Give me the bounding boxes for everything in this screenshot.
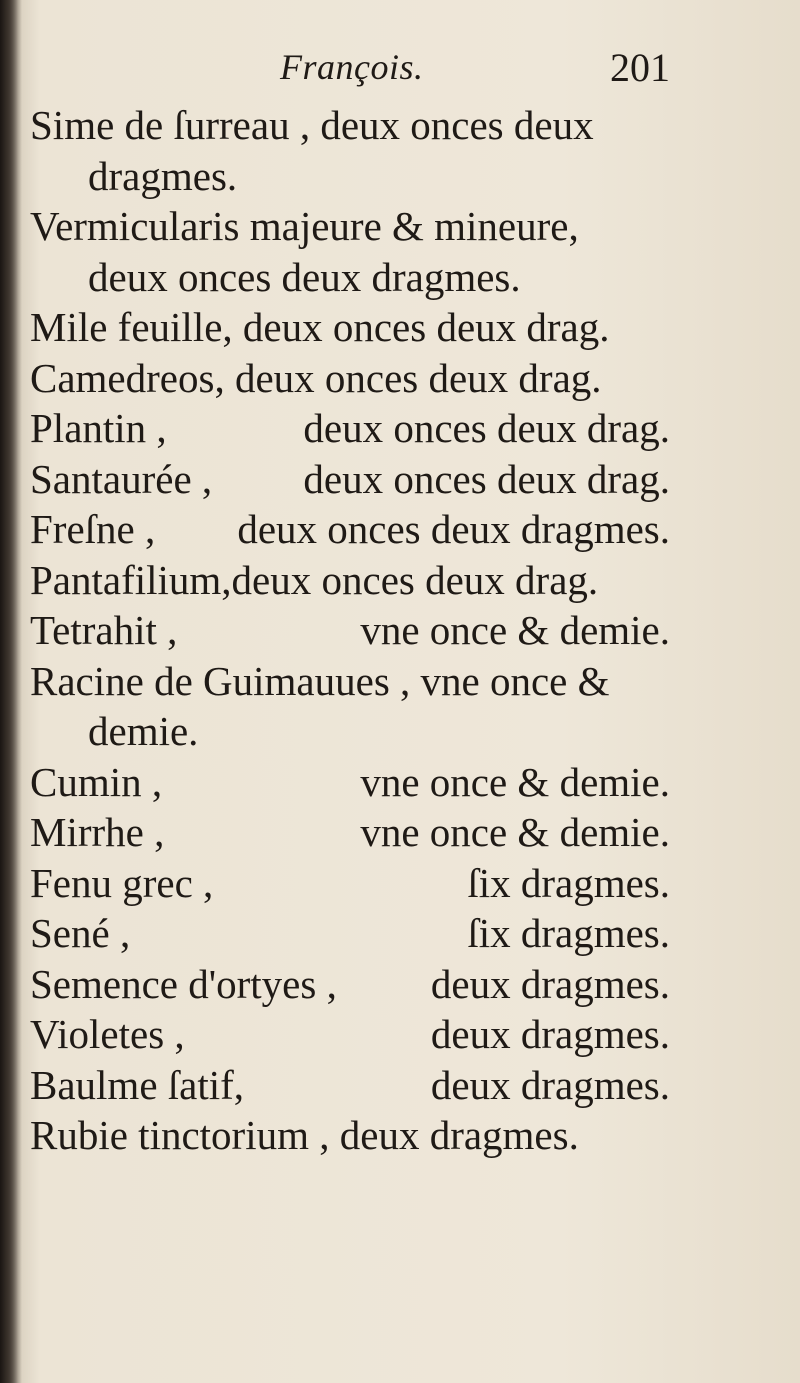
ingredient-quantity: deux onces deux drag.: [303, 405, 670, 451]
ingredient-text: Baulme ſatif,: [30, 1061, 245, 1108]
ingredient-text: Mile feuille, deux onces deux drag.: [30, 304, 610, 350]
ingredient-line: [30, 454, 670, 505]
ingredient-line: [30, 151, 670, 202]
ingredient-text: demie.: [88, 708, 199, 754]
ingredient-text: Violetes ,: [30, 1011, 185, 1057]
ingredient-quantity: deux dragmes.: [430, 1011, 670, 1057]
ingredient-text: Sené ,: [30, 910, 131, 956]
ingredient-quantity: vne once & demie.: [360, 607, 670, 653]
ingredient-quantity: ſix dragmes.: [467, 859, 670, 906]
ingredient-quantity: vne once & demie.: [360, 758, 670, 805]
binding-gutter: [0, 0, 22, 1383]
running-head: François.: [280, 47, 424, 87]
ingredient-text: Semence d'ortyes ,: [30, 960, 337, 1007]
recipe-ingredient-list: [30, 100, 670, 1161]
ingredient-quantity: vne once & demie.: [360, 809, 670, 855]
ingredient-text: Camedreos, deux onces deux drag.: [30, 354, 602, 401]
ingredient-line: [30, 353, 670, 404]
ingredient-line: [30, 1060, 670, 1111]
ingredient-text: Vermicularis majeure & mineure,: [30, 203, 579, 249]
ingredient-text: Rubie tinctorium , deux dragmes.: [30, 1112, 579, 1158]
ingredient-quantity: deux onces deux dragmes.: [237, 506, 670, 552]
ingredient-line: [30, 605, 670, 656]
ingredient-line: [30, 1009, 670, 1060]
ingredient-line: [30, 858, 670, 909]
ingredient-text: Fenu grec ,: [30, 859, 214, 906]
ingredient-line: [30, 807, 670, 858]
ingredient-line: [30, 706, 670, 757]
ingredient-quantity: deux dragmes.: [430, 1061, 670, 1108]
ingredient-text: dragmes.: [88, 152, 238, 199]
ingredient-line: [30, 1110, 670, 1161]
page-number: 201: [610, 45, 670, 90]
ingredient-text: Racine de Guimauues , vne once &: [30, 657, 610, 704]
ingredient-line: [30, 959, 670, 1010]
ingredient-line: [30, 100, 670, 151]
ingredient-text: Plantin ,: [30, 405, 167, 451]
ingredient-text: Pantafilium,deux onces deux drag.: [30, 556, 599, 603]
ingredient-text: Santaurée ,: [30, 455, 213, 502]
ingredient-quantity: deux dragmes.: [430, 960, 670, 1007]
ingredient-text: deux onces deux dragmes.: [88, 253, 521, 300]
ingredient-text: Cumin ,: [30, 758, 163, 805]
ingredient-line: [30, 656, 670, 707]
ingredient-text: Freſne ,: [30, 506, 156, 552]
ingredient-text: Tetrahit ,: [30, 607, 178, 653]
ingredient-line: [30, 403, 670, 454]
ingredient-quantity: deux onces deux drag.: [303, 455, 670, 502]
ingredient-text: Sime de ſurreau , deux onces deux: [30, 102, 594, 148]
ingredient-line: [30, 504, 670, 555]
ingredient-line: [30, 555, 670, 606]
ingredient-quantity: ſix dragmes.: [467, 910, 670, 956]
ingredient-line: [30, 252, 670, 303]
ingredient-text: Mirrhe ,: [30, 809, 165, 855]
ingredient-line: [30, 757, 670, 808]
ingredient-line: [30, 908, 670, 959]
ingredient-line: [30, 201, 670, 252]
page-header: [0, 42, 800, 102]
ingredient-line: [30, 302, 670, 353]
